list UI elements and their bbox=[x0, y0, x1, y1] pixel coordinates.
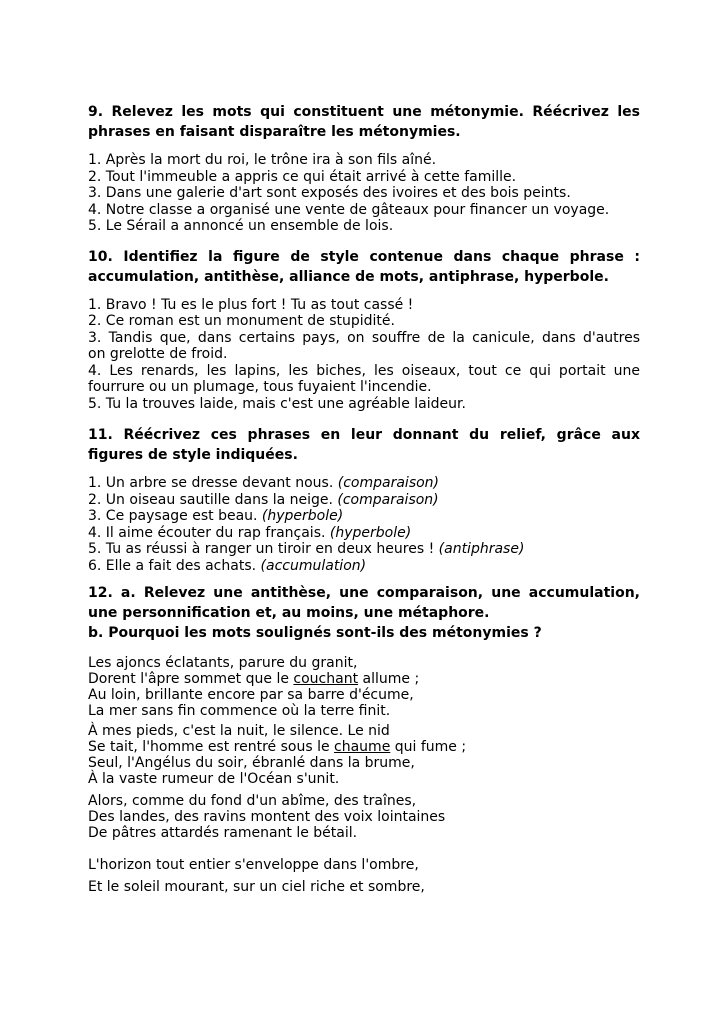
item-text: 2. Un oiseau sautille dans la neige. bbox=[88, 491, 338, 508]
poem-line: Les ajoncs éclatants, parure du granit, bbox=[88, 655, 358, 671]
figure-hint: (accumulation) bbox=[260, 557, 367, 574]
item-text: 6. Elle a fait des achats. bbox=[88, 557, 261, 574]
list-item: 5. Le Sérail a annoncé un ensemble de lois. bbox=[88, 218, 394, 234]
poem-stanza bbox=[88, 655, 640, 719]
list-item bbox=[88, 525, 640, 542]
item-text: 1. Un arbre se dresse devant nous. bbox=[88, 475, 338, 491]
poem-line: À la vaste rumeur de l'Océan s'unit. bbox=[88, 771, 340, 787]
exercise-9-heading-line-1: 9. Relevez les mots qui constituent une métonymie. Réécrivez les bbox=[88, 104, 640, 120]
poem-line: Et le soleil mourant, sur un ciel riche et sombre, bbox=[88, 879, 425, 895]
list-item-line-1: 4. Les renards, les lapins, les biches, les oiseaux, tout ce qui portait une bbox=[88, 362, 640, 379]
item-text: 5. Tu as réussi à ranger un tiroir en deux heures ! bbox=[88, 541, 439, 557]
exercise-10-list bbox=[88, 297, 640, 413]
poem-line: Des landes, des ravins montent des voix lointaines bbox=[88, 809, 446, 825]
exercise-10-heading-line-1: 10. Identifiez la figure de style contenue dans chaque phrase : bbox=[88, 248, 640, 265]
poem-line-text: Se tait, l'homme est rentré sous le bbox=[88, 739, 335, 755]
figure-hint: (comparaison) bbox=[337, 491, 439, 508]
exercise-12-heading-line-2: une personnification et, au moins, une métaphore. bbox=[88, 605, 490, 621]
poem-line-text: qui fume ; bbox=[390, 739, 467, 755]
list-item: 2. Tout l'immeuble a appris ce qui était arrivé à cette famille. bbox=[88, 168, 517, 185]
exercise-11-list bbox=[88, 475, 640, 574]
poem-stanza bbox=[88, 879, 640, 895]
poem-line: Seul, l'Angélus du soir, ébranlé dans la brume, bbox=[88, 755, 415, 771]
exercise-9-heading-line-2: phrases en faisant disparaître les métonymies. bbox=[88, 124, 461, 140]
poem-stanza bbox=[88, 793, 640, 841]
exercise-11-heading-line-1: 11. Réécrivez ces phrases en leur donnant du relief, grâce aux bbox=[88, 427, 640, 443]
list-item bbox=[88, 541, 640, 558]
exercise-9 bbox=[88, 102, 640, 235]
list-item: 3. Dans une galerie d'art sont exposés des ivoires et des bois peints. bbox=[88, 185, 571, 201]
exercise-10 bbox=[88, 247, 640, 413]
underlined-word: couchant bbox=[293, 671, 359, 687]
poem-stanza bbox=[88, 857, 640, 873]
item-text: 4. Il aime écouter du rap français. bbox=[88, 524, 330, 541]
exercise-10-heading bbox=[88, 247, 640, 287]
figure-hint: (hyperbole) bbox=[261, 508, 344, 524]
list-item-line-2: fourrure ou un plumage, tous fuyaient l'incendie. bbox=[88, 379, 432, 395]
exercise-12-heading bbox=[88, 583, 640, 643]
list-item bbox=[88, 508, 640, 525]
list-item bbox=[88, 363, 640, 396]
poem-line: L'horizon tout entier s'enveloppe dans l'ombre, bbox=[88, 857, 419, 873]
exercise-9-heading bbox=[88, 102, 640, 142]
item-text: 3. Ce paysage est beau. bbox=[88, 508, 262, 524]
exercise-12 bbox=[88, 583, 640, 895]
list-item: 5. Tu la trouves laide, mais c'est une agréable laideur. bbox=[88, 395, 466, 412]
poem-line-text: Dorent l'âpre sommet que le bbox=[88, 671, 294, 687]
poem-line: À mes pieds, c'est la nuit, le silence. Le nid bbox=[88, 723, 390, 739]
exercise-12-heading-line-1: 12. a. Relevez une antithèse, une comparaison, une accumulation, bbox=[88, 585, 640, 601]
exercise-9-list bbox=[88, 152, 640, 235]
underlined-word: chaume bbox=[334, 739, 391, 755]
poem-stanza bbox=[88, 723, 640, 787]
poem bbox=[88, 655, 640, 895]
exercise-12-heading-line-3: b. Pourquoi les mots soulignés sont-ils des métonymies ? bbox=[88, 625, 542, 641]
worksheet-page bbox=[88, 102, 640, 895]
list-item-line-2: on grelotte de froid. bbox=[88, 346, 228, 362]
exercise-11 bbox=[88, 425, 640, 574]
poem-line: Alors, comme du fond d'un abîme, des traînes, bbox=[88, 793, 417, 809]
list-item bbox=[88, 558, 640, 575]
poem-line: La mer sans fin commence où la terre finit. bbox=[88, 703, 391, 719]
figure-hint: (comparaison) bbox=[337, 475, 440, 491]
poem-line: De pâtres attardés ramenant le bétail. bbox=[88, 825, 358, 841]
list-item-line-1: 3. Tandis que, dans certains pays, on souffre de la canicule, dans d'autres bbox=[88, 329, 640, 346]
list-item bbox=[88, 475, 640, 492]
list-item: 1. Bravo ! Tu es le plus fort ! Tu as tout cassé ! bbox=[88, 296, 414, 313]
poem-line bbox=[88, 739, 640, 755]
list-item: 2. Ce roman est un monument de stupidité. bbox=[88, 313, 395, 329]
exercise-10-heading-line-2: accumulation, antithèse, alliance de mots, antiphrase, hyperbole. bbox=[88, 268, 609, 285]
list-item bbox=[88, 330, 640, 363]
poem-line bbox=[88, 671, 640, 687]
list-item bbox=[88, 492, 640, 509]
poem-line: Au loin, brillante encore par sa barre d'écume, bbox=[88, 687, 414, 703]
list-item: 4. Notre classe a organisé une vente de gâteaux pour financer un voyage. bbox=[88, 201, 610, 218]
poem-line-text: allume ; bbox=[358, 671, 420, 687]
figure-hint: (hyperbole) bbox=[329, 524, 412, 541]
figure-hint: (antiphrase) bbox=[438, 541, 525, 557]
exercise-11-heading bbox=[88, 425, 640, 465]
exercise-11-heading-line-2: figures de style indiquées. bbox=[88, 447, 298, 463]
list-item: 1. Après la mort du roi, le trône ira à son fils aîné. bbox=[88, 152, 437, 168]
